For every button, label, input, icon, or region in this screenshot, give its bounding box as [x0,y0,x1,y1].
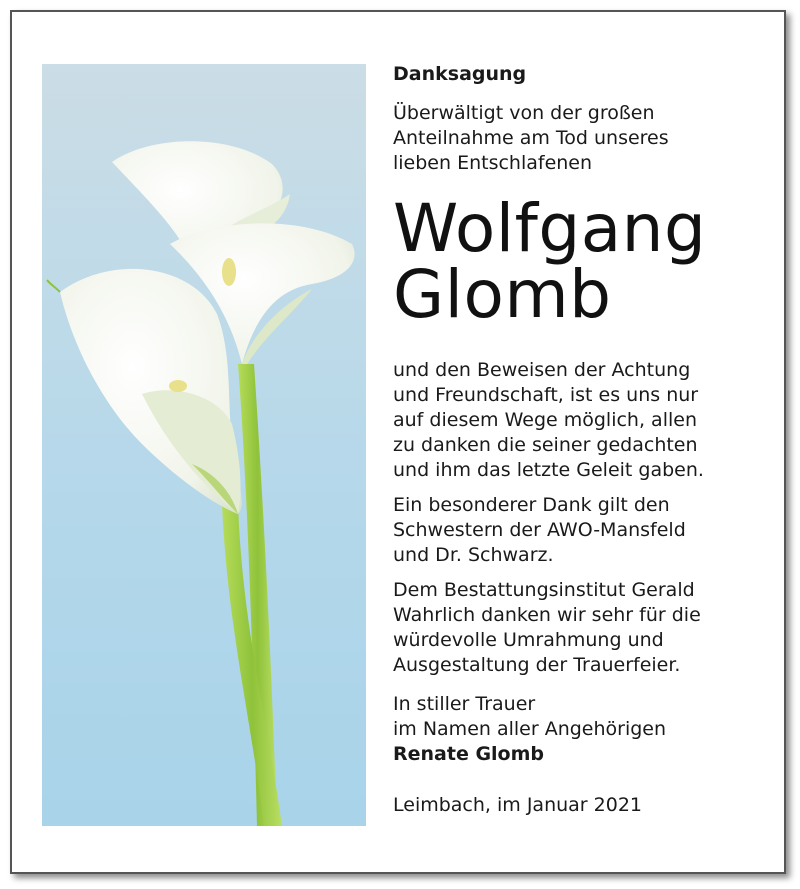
text-line: würdevolle Umrahmung und [393,629,664,651]
text-line: Wahrlich danken wir sehr für die [393,604,701,626]
paragraph-thanks [393,358,773,483]
text-line: und den Beweisen der Achtung [393,359,691,381]
intro-line: Anteilnahme am Tod unseres [393,127,669,149]
text-line: und Freundschaft, ist es uns nur [393,384,699,406]
text-line: und Dr. Schwarz. [393,544,554,566]
notice-text [393,62,773,818]
text-line: Schwestern der AWO-Mansfeld [393,519,686,541]
text-line: zu danken die seiner gedachten [393,434,698,456]
calla-lily-icon [42,64,366,826]
intro-line: Überwältigt von der großen [393,102,655,124]
closing-block [393,692,773,767]
text-line: auf diesem Wege möglich, allen [393,409,697,431]
text-line: In stiller Trauer [393,693,536,715]
text-line: und ihm das letzte Geleit gaben. [393,459,704,481]
deceased-name [393,190,773,333]
text-line: Ausgestaltung der Trauerfeier. [393,654,681,676]
intro-line: lieben Entschlafenen [393,152,593,174]
place-date: Leimbach, im Januar 2021 [393,794,643,816]
intro-block [393,101,773,176]
text-line: im Namen aller Angehörigen [393,718,667,740]
signer-name: Renate Glomb [393,743,545,765]
last-name: Glomb [393,256,612,333]
paragraph-funeral-home [393,578,773,678]
heading: Danksagung [393,63,527,85]
text-line: Ein besonderer Dank gilt den [393,494,670,516]
text-line: Dem Bestattungsinstitut Gerald [393,579,695,601]
paragraph-special-thanks [393,493,773,568]
first-name: Wolfgang [393,190,707,267]
